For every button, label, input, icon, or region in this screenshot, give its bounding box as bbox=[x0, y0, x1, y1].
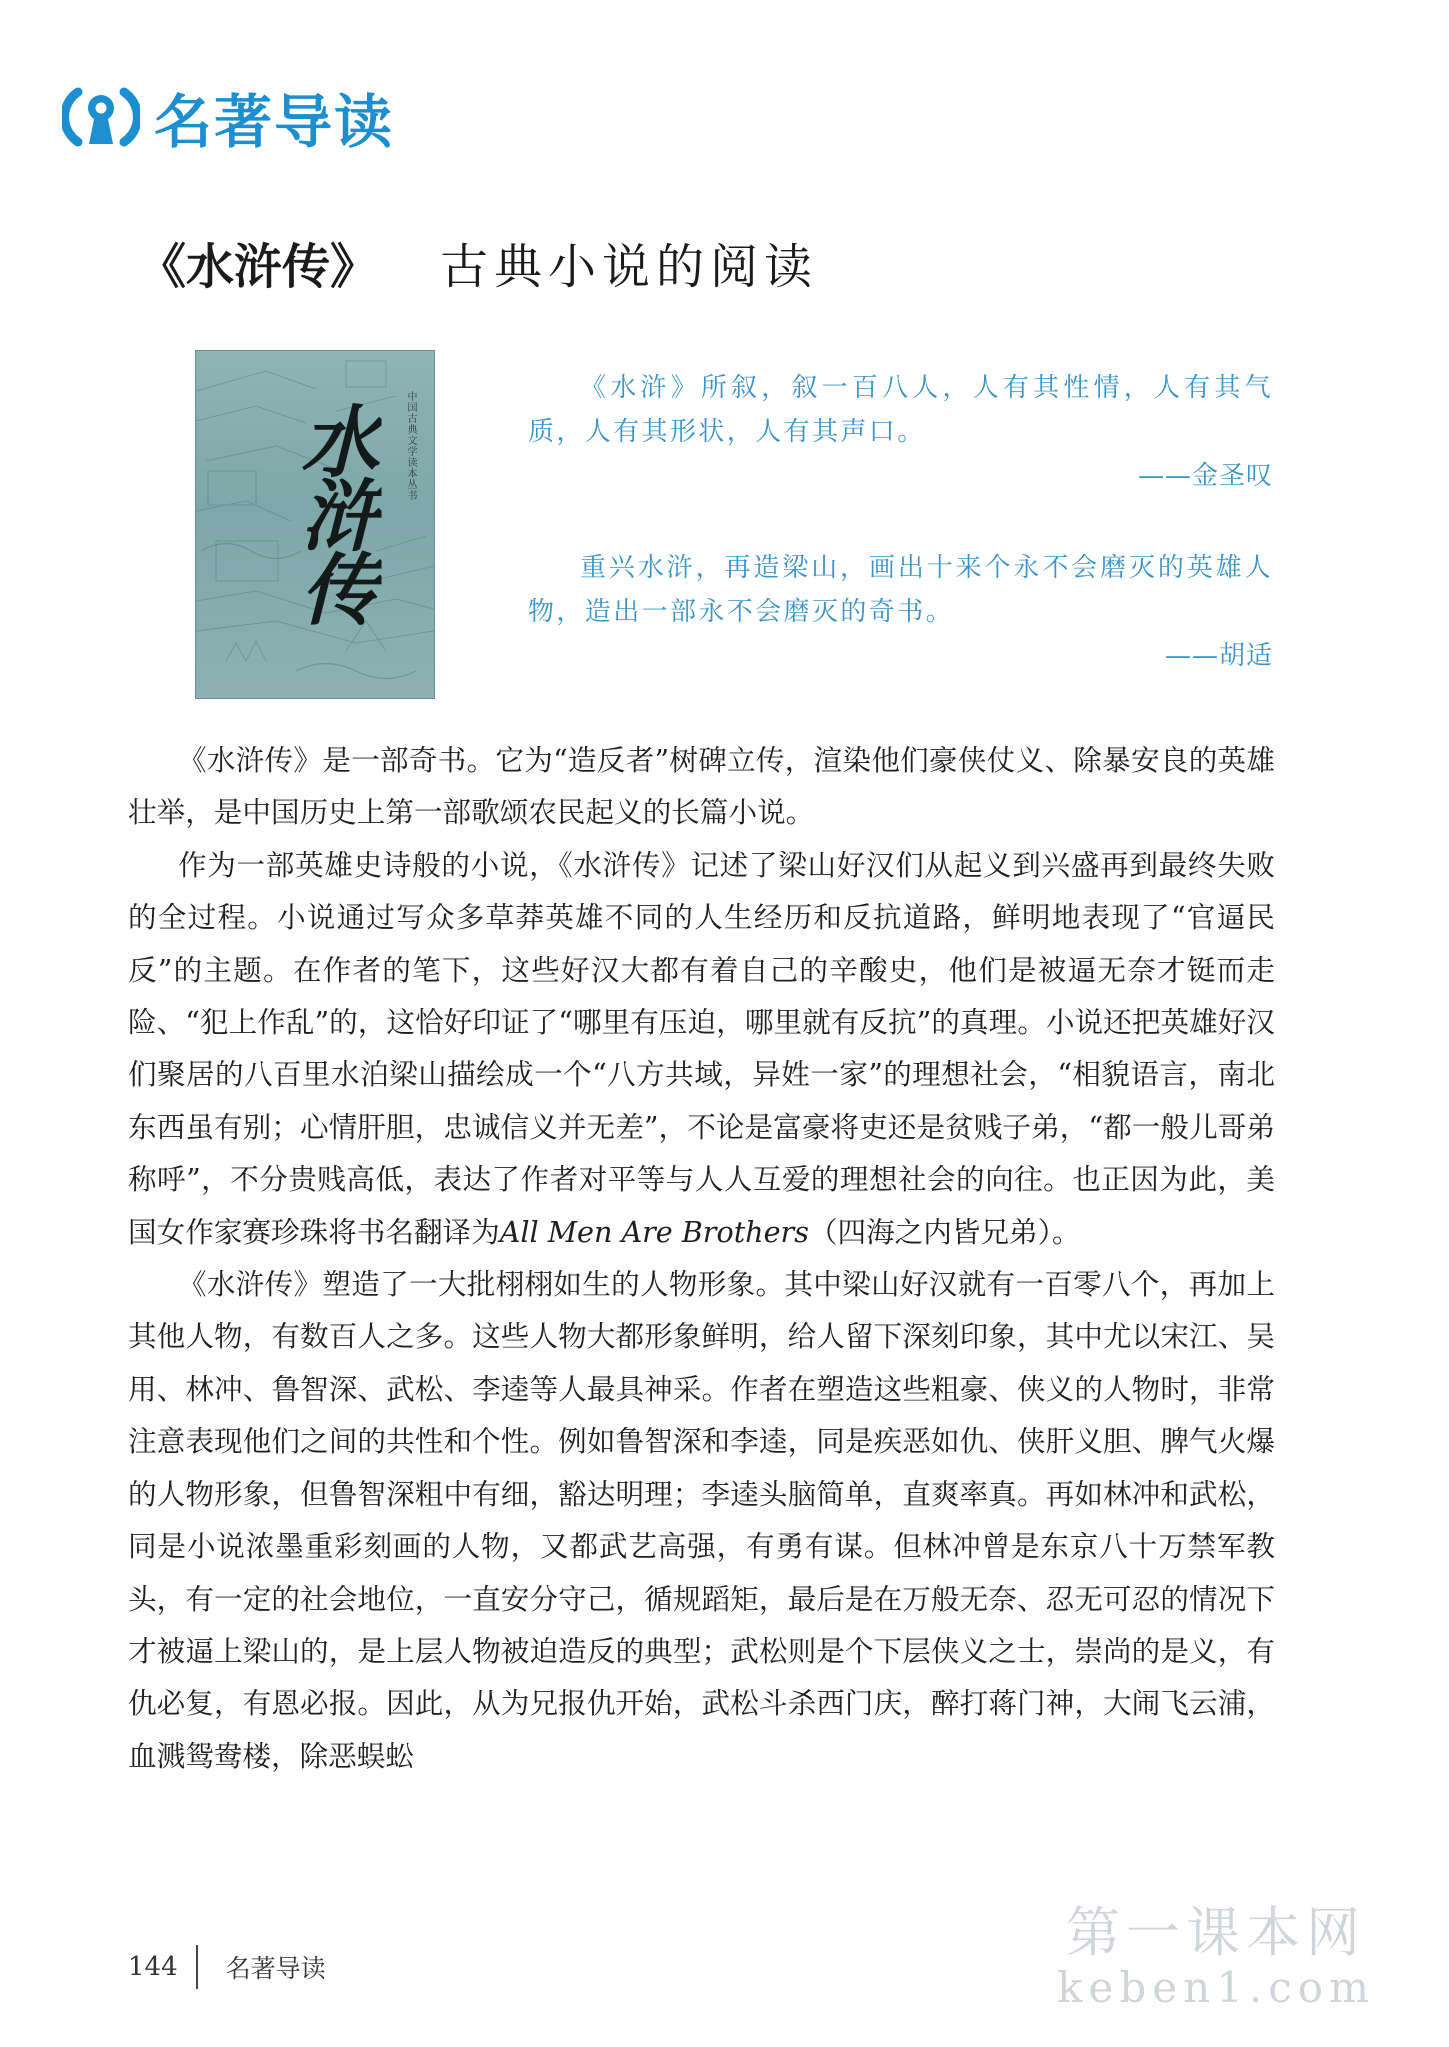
quote-text: 《水浒》所叙，叙一百八人，人有其性情，人有其气质，人有其形状，人有其声口。 bbox=[528, 373, 1273, 447]
quote-text: 重兴水浒，再造梁山，画出十来个永不会磨灭的英雄人物，造出一部永不会磨灭的奇书。 bbox=[528, 553, 1273, 627]
quotes-block bbox=[528, 366, 1273, 678]
section-title: 名著导读 bbox=[154, 88, 395, 156]
watermark-en: keben1.com bbox=[1057, 1963, 1375, 2012]
footer-label: 名著导读 bbox=[225, 1954, 326, 1983]
page-footer bbox=[128, 1945, 326, 1989]
paragraph-text: 作为一部英雄史诗般的小说，《水浒传》记述了梁山好汉们从起义到兴盛再到最终失败的全过程。小说通过写众多草莽英雄不同的人生经历和反抗道路，鲜明地表现了“官逼民反”的主题。在作者的笔下，这些好汉大都有着自己的辛酸史，他们是被逼无奈才铤而走险、“犯上作乱”的，这恰好印证了“哪里有压迫，哪里就有反抗”的真理。小说还把英雄好汉们聚居的八百里水泊梁山描绘成一个“八方共域，异姓一家”的理想社会，“相貌语言，南北东西虽有别；心情肝胆，忠诚信义并无差”，不论是富豪将吏还是贫贱子弟，“都一般儿哥弟称呼”，不分贵贱高低，表达了作者对平等与人人互爱的理想社会的向往。也正因为此，美国女作家赛珍珠将书名翻译为 bbox=[128, 847, 1275, 1249]
watermark-cn: 第一课本网 bbox=[1066, 1901, 1366, 1964]
footer-divider bbox=[196, 1945, 198, 1989]
chapter-title bbox=[138, 228, 818, 297]
paragraph: 《水浒传》是一部奇书。它为“造反者”树碑立传，渲染他们豪侠仗义、除暴安良的英雄壮举，是中国历史上第一部歌颂农民起义的长篇小说。 bbox=[128, 743, 1275, 830]
quote-item bbox=[528, 366, 1273, 498]
english-title: All Men Are Brothers bbox=[499, 1214, 809, 1249]
chapter-subtitle: 古典小说的阅读 bbox=[440, 239, 819, 295]
book-cover-image bbox=[195, 350, 435, 699]
quote-item bbox=[528, 546, 1273, 678]
page-number: 144 bbox=[128, 1952, 178, 1982]
body-text bbox=[128, 734, 1275, 1782]
cover-calligraphy-title: 水浒传 bbox=[288, 401, 379, 623]
paragraph bbox=[128, 839, 1275, 1258]
watermark bbox=[1051, 1902, 1381, 2012]
quote-author: ——胡适 bbox=[1164, 641, 1273, 671]
work-title: 《水浒传》 bbox=[138, 239, 379, 295]
cover-series-text: 中国古典文学读本丛书 bbox=[405, 391, 416, 501]
keyhole-icon bbox=[62, 78, 140, 156]
quote-author: ——金圣叹 bbox=[1137, 461, 1273, 491]
paragraph-text: （四海之内皆兄弟）。 bbox=[808, 1214, 1081, 1249]
section-header bbox=[62, 78, 394, 156]
paragraph: 《水浒传》塑造了一大批栩栩如生的人物形象。其中梁山好汉就有一百零八个，再加上其他人物，有数百人之多。这些人物大都形象鲜明，给人留下深刻印象，其中尤以宋江、吴用、林冲、鲁智深、武松、李逵等人最具神采。作者在塑造这些粗豪、侠义的人物时，非常注意表现他们之间的共性和个性。例如鲁智深和李逵，同是疾恶如仇、侠肝义胆、脾气火爆的人物形象，但鲁智深粗中有细，豁达明理；李逵头脑简单，直爽率真。再如林冲和武松，同是小说浓墨重彩刻画的人物，又都武艺高强，有勇有谋。但林冲曾是东京八十万禁军教头，有一定的社会地位，一直安分守己，循规蹈矩，最后是在万般无奈、忍无可忍的情况下才被逼上梁山的，是上层人物被迫造反的典型；武松则是个下层侠义之士，崇尚的是义，有仇必复，有恩必报。因此，从为兄报仇开始，武松斗杀西门庆，醉打蒋门神，大闹飞云浦，血溅鸳鸯楼，除恶蜈蚣 bbox=[128, 1267, 1275, 1773]
